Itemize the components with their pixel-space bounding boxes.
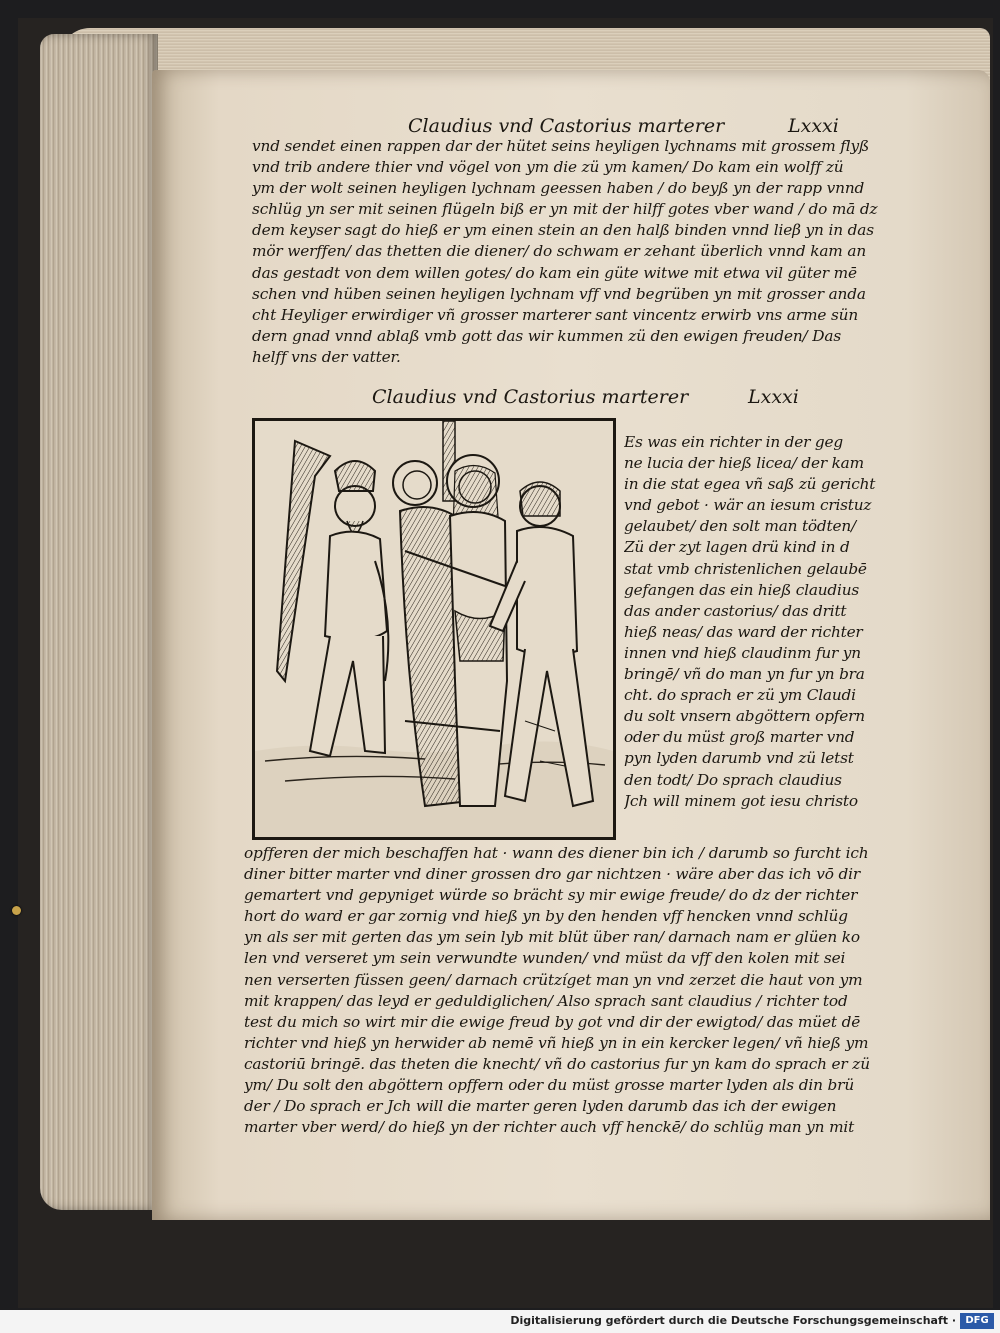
executioner-hat	[335, 461, 375, 491]
text-line: test du mich so wirt mir die ewige freud by got vnd dir der ewigtod/ das müet dē	[244, 1012, 861, 1031]
footer-bar	[0, 1310, 1000, 1333]
text-line: mit krappen/ das leyd er geduldiglichen/ Also sprach sant claudius / richter tod	[244, 991, 848, 1010]
text-line: dem keyser sagt do hieß er ym einen stein an den halß binden vnnd lieβ yn in das	[252, 221, 874, 240]
text-line: castoriū bringē. das theten die knecht/ vñ do castorius fur yn kam do sprach er zü	[244, 1054, 870, 1073]
text-line: hort do ward er gar zornig vnd hieß yn by den henden vff hencken vnnd schlüg	[244, 907, 848, 926]
dfg-logo: DFG	[960, 1313, 994, 1329]
executioner-legs	[310, 636, 385, 756]
text-line: das ander castorius/ das dritt	[624, 601, 847, 620]
text-line: hieß neas/ das ward der richter	[624, 622, 863, 641]
text-line: gemartert vnd gepyniget würde so brächt sy mir ewige freude/ do dz der richter	[244, 886, 858, 905]
text-line: in die stat egea vñ saß zü gericht	[624, 475, 876, 494]
text-line: cht. do sprach er zü ym Claudi	[624, 686, 856, 705]
text-line: helff vns der vatter.	[252, 347, 401, 366]
page-edge-stack	[40, 34, 158, 1210]
youth-hair	[520, 482, 560, 516]
text-line: marter vber werd/ do hieß yn der richter auch vff henckē/ do schlüg man yn mit	[244, 1118, 855, 1137]
text-line: pyn lyden darumb vnd zü letst	[624, 749, 854, 768]
text-line: opfferen der mich beschaffen hat · wann des diener bin ich / darumb so furcht ich	[244, 844, 869, 862]
text-line: stat vmb christenlichen gelaubē	[624, 559, 867, 578]
running-title: Claudius vnd Castorius marterer	[408, 115, 725, 137]
text-line: Es was ein richter in der geg	[624, 433, 843, 451]
text-line: gefangen das ein hieß claudius	[624, 580, 860, 599]
clasp-pin	[12, 906, 21, 915]
text-line: du solt vnsern abgöttern opfern	[624, 707, 865, 726]
text-line: vnd gebot · wär an iesum cristuz	[624, 496, 872, 515]
text-line: yn als ser mit gerten das ym sein lyb mit blüt über ran/ darnach nam er glüen ko	[244, 928, 860, 947]
text-line: nen verserten füssen geen/ darnach crützíget man yn vnd zerzet die haut von ym	[244, 970, 863, 989]
text-line: das gestadt von dem willen gotes/ do kam ein güte witwe mit etwa vil güter mē	[252, 263, 857, 282]
folio-number: Lxxxi	[788, 115, 839, 137]
woodcut-drawing	[255, 421, 613, 837]
text-line: dern gnad vnnd ablaß vmb gott das wir kummen zü den ewigen freuden/ Das	[252, 326, 842, 345]
text-line: Zü der zyt lagen drü kind in d	[624, 538, 850, 557]
section-folio: Lxxxi	[748, 386, 799, 408]
text-line: Jch will minem got iesu christo	[624, 791, 858, 810]
text-line: innen vnd hieß claudinm fur yn	[624, 643, 861, 662]
youth-tunic	[517, 527, 577, 656]
text-line: schen vnd hüben seinen heyligen lychnam vff vnd begrüben yn mit grosser anda	[252, 284, 866, 303]
text-line: vnd trib andere thier vnd vögel von ym die zü ym kamen/ Do kam ein wolff zü	[252, 158, 844, 177]
text-line: diner bitter marter vnd diner grossen dro gar nichtzen · wäre aber das ich vō dir	[244, 865, 861, 884]
text-line: der / Do sprach er Jch will die marter geren lyden darumb das ich der ewigen	[244, 1097, 837, 1116]
text-line: mör werffen/ das thetten die diener/ do schwam er zehant überlich vnnd kam an	[252, 242, 867, 261]
lower-text-block	[244, 843, 884, 1138]
text-line: bringē/ vñ do man yn fur yn bra	[624, 665, 865, 684]
text-line: schlüg yn ser mit seinen flügeln biß er yn mit der hilff gotes vber wand / do mā dz	[252, 200, 878, 219]
text-line: ym der wolt seinen heyligen lychnam geessen haben / do beyß yn der rapp vnnd	[252, 179, 865, 198]
text-line: den todt/ Do sprach claudius	[624, 770, 842, 789]
funding-credit: Digitalisierung gefördert durch die Deutsche Forschungsgemeinschaft ·	[510, 1314, 956, 1327]
figure-head-left	[403, 471, 431, 499]
text-line: len vnd verseret ym sein verwundte wunden/ vnd müst da vff den kolen mit sei	[244, 949, 846, 968]
section-heading	[0, 386, 1000, 412]
text-line: oder du müst groß marter vnd	[624, 728, 855, 747]
executioner-tunic	[325, 532, 387, 640]
text-line: cht Heyliger erwirdiger vñ grosser marterer sant vincentz erwirb vns arme sün	[252, 305, 859, 324]
text-line: ne lucia der hieß licea/ der kam	[624, 454, 864, 473]
club	[277, 441, 330, 681]
section-title: Claudius vnd Castorius marterer	[372, 386, 689, 408]
text-line: vnd sendet einen rappen dar der hütet seins heyligen lychnams mit grossem flyß	[252, 137, 870, 155]
upper-text-block	[252, 136, 882, 368]
text-line: ym/ Du solt den abgöttern opffern oder du müst grosse marter lyden als din brü	[244, 1076, 855, 1095]
woodcut-illustration	[252, 418, 616, 840]
side-text-block	[624, 432, 884, 812]
text-line: richter vnd hieß yn herwider ab nemē vñ hieß yn in ein kercker legen/ vñ hieß ym	[244, 1033, 869, 1052]
text-line: gelaubet/ den solt man tödten/	[624, 517, 856, 536]
